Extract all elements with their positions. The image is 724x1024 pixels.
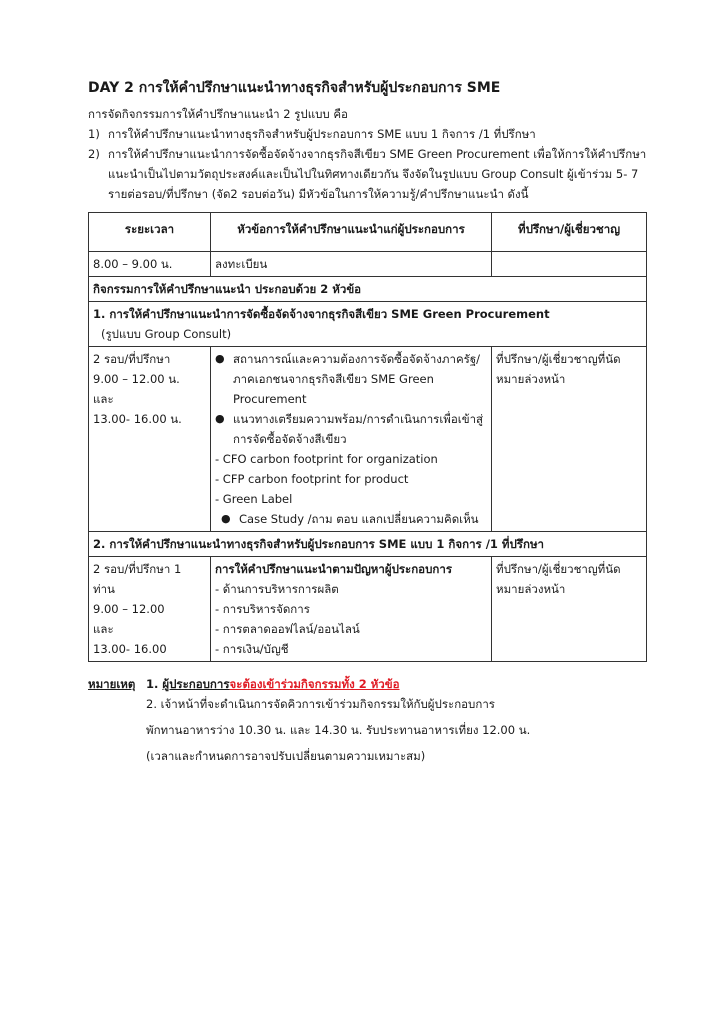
bullet-item <box>215 409 487 449</box>
note-1-plain: ผู้ประกอบการ <box>162 677 230 691</box>
time-line: 13.00- 16.00 น. <box>93 412 182 426</box>
bullet-item <box>215 509 487 529</box>
dash-item: - CFP carbon footprint for product <box>215 472 409 486</box>
time-line: 13.00- 16.00 <box>93 642 167 656</box>
section2-time <box>89 557 211 662</box>
dash-item: - CFO carbon footprint for organization <box>215 452 438 466</box>
registration-topic: ลงทะเบียน <box>211 252 492 277</box>
section2-title: 2. การให้คำปรึกษาแนะนำทางธุรกิจสำหรับผู้ประกอบการ SME แบบ 1 กิจการ /1 ที่ปรึกษา <box>89 532 647 557</box>
bullet-text: สถานการณ์และความต้องการจัดซื้อจัดจ้างภาครัฐ/ภาคเอกชนจากธุรกิจสีเขียว SME Green Procurement <box>233 352 481 406</box>
bullet-icon: ● <box>215 352 225 365</box>
bullet-text: Case Study /ถาม ตอบ แลกเปลี่ยนความคิดเห็น <box>239 512 479 526</box>
section2-consultant: ที่ปรึกษา/ผู้เชี่ยวชาญที่นัดหมายล่วงหน้า <box>492 557 647 662</box>
time-line: 9.00 – 12.00 น. <box>93 372 180 386</box>
topic-item: - การเงิน/บัญชี <box>215 642 289 656</box>
schedule-table <box>88 212 647 662</box>
bullet-text: แนวทางเตรียมความพร้อม/การดำเนินการเพื่อเข้าสู่การจัดซื้อจัดจ้างสีเขียว <box>233 412 484 446</box>
notes-label: หมายเหตุ <box>88 677 136 691</box>
table-row <box>89 277 647 302</box>
table-row <box>89 557 647 662</box>
intro-text: การจัดกิจกรรมการให้คำปรึกษาแนะนำ 2 รูปแบบ คือ <box>88 107 348 121</box>
time-line: 9.00 – 12.00 <box>93 602 165 616</box>
registration-time: 8.00 – 9.00 น. <box>89 252 211 277</box>
note-4: (เวลาและกำหนดการอาจปรับเปลี่ยนตามความเหมาะสม) <box>146 749 426 763</box>
time-line: 2 รอบ/ที่ปรึกษา <box>93 352 171 366</box>
header-time: ระยะเวลา <box>89 213 211 252</box>
list-item <box>88 144 648 204</box>
section1-subtitle: (รูปแบบ Group Consult) <box>101 327 232 341</box>
note-2: 2. เจ้าหน้าที่จะดำเนินการจัดคิวการเข้าร่วมกิจกรรมให้กับผู้ประกอบการ <box>146 697 495 711</box>
table-header-row <box>89 213 647 252</box>
list-number: 1) <box>88 127 100 141</box>
section1-topics <box>211 347 492 532</box>
empty-cell <box>492 252 647 277</box>
activity-header: กิจกรรมการให้คำปรึกษาแนะนำ ประกอบด้วย 2 หัวข้อ <box>89 277 647 302</box>
list-text: การให้คำปรึกษาแนะนำทางธุรกิจสำหรับผู้ประกอบการ SME แบบ 1 กิจการ /1 ที่ปรึกษา <box>108 127 536 141</box>
document-page <box>88 78 648 766</box>
section1-consultant: ที่ปรึกษา/ผู้เชี่ยวชาญที่นัดหมายล่วงหน้า <box>492 347 647 532</box>
page-title: DAY 2 การให้คำปรึกษาแนะนำทางธุรกิจสำหรับผู้ประกอบการ SME <box>88 80 501 96</box>
time-line: 2 รอบ/ที่ปรึกษา 1 ท่าน <box>93 562 182 596</box>
note-row <box>88 674 648 694</box>
bullet-icon: ● <box>215 412 225 425</box>
section2-topic-head: การให้คำปรึกษาแนะนำตามปัญหาผู้ประกอบการ <box>215 562 452 576</box>
bullet-item <box>215 349 487 409</box>
table-row <box>89 252 647 277</box>
notes-section <box>88 674 648 766</box>
section1-time <box>89 347 211 532</box>
note-1-emphasis: จะต้องเข้าร่วมกิจกรรมทั้ง 2 หัวข้อ <box>229 677 400 691</box>
section2-topics <box>211 557 492 662</box>
table-row <box>89 532 647 557</box>
topic-item: - ด้านการบริหารการผลิต <box>215 582 339 596</box>
list-number: 2) <box>88 147 100 161</box>
header-consultant: ที่ปรึกษา/ผู้เชี่ยวชาญ <box>492 213 647 252</box>
table-row <box>89 302 647 347</box>
note-3: พักทานอาหารว่าง 10.30 น. และ 14.30 น. รับประทานอาหารเที่ยง 12.00 น. <box>146 723 531 737</box>
topic-item: - การบริหารจัดการ <box>215 602 310 616</box>
time-line: และ <box>93 622 114 636</box>
note-1-prefix: 1. <box>146 677 163 691</box>
topic-item: - การตลาดออฟไลน์/ออนไลน์ <box>215 622 360 636</box>
section1-header <box>89 302 647 347</box>
dash-item: - Green Label <box>215 492 293 506</box>
table-row <box>89 347 647 532</box>
list-item <box>88 124 648 144</box>
list-text: การให้คำปรึกษาแนะนำการจัดซื้อจัดจ้างจากธุรกิจสีเขียว SME Green Procurement เพื่อให้การให้คำปรึกษาแนะนำเป็นไปตามวัตถุประสงค์และเป็นไปในทิศทางเดียวกัน จึงจัดในรูปแบบ Group Consult ผู้เข้าร่วม 5- 7 รายต่อรอบ/ที่ปรึกษา (จัด2 รอบต่อวัน) มีหัวข้อในการให้ความรู้/คำปรึกษาแนะนำ ดังนี้ <box>108 147 647 201</box>
header-topic: หัวข้อการให้คำปรึกษาแนะนำแก่ผู้ประกอบการ <box>211 213 492 252</box>
time-line: และ <box>93 392 114 406</box>
note-1 <box>146 674 400 694</box>
section1-title: 1. การให้คำปรึกษาแนะนำการจัดซื้อจัดจ้างจากธุรกิจสีเขียว SME Green Procurement <box>93 307 550 321</box>
bullet-icon: ● <box>221 512 231 525</box>
